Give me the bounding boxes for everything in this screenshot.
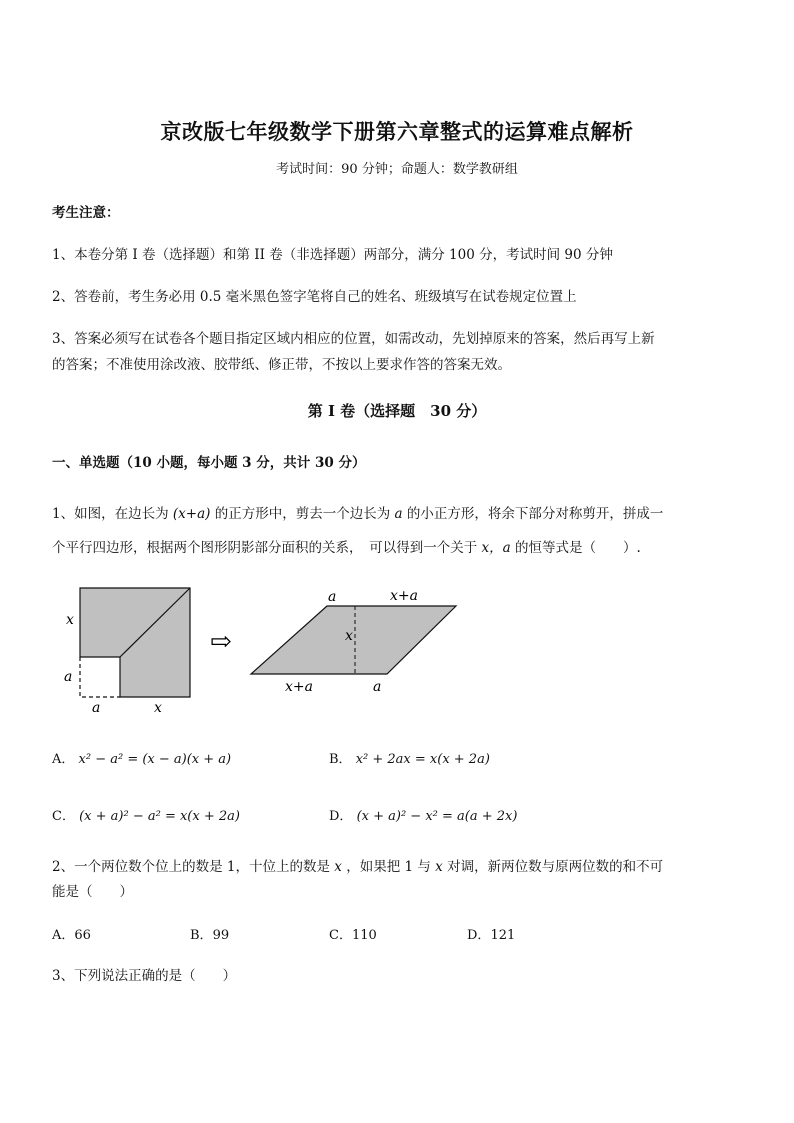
q1-vars: x，a	[481, 540, 511, 556]
label-sq-a-bottom: a	[92, 700, 101, 716]
option-text: x² − a² = (x − a)(x + a)	[78, 752, 232, 767]
label-pg-xa-top: x+a	[390, 588, 418, 604]
q2-line-2: 能是（ ）	[52, 884, 133, 900]
q2-option-d[interactable]	[467, 924, 515, 943]
q1-var-a: a	[394, 506, 403, 522]
option-text: 110	[351, 928, 377, 943]
notice-heading: 考生注意：	[52, 205, 120, 221]
option-label: B．	[190, 928, 213, 943]
label-sq-x: x	[66, 612, 74, 628]
option-text: x² + 2ax = x(x + 2a)	[355, 752, 490, 767]
q2-var-x2: x	[435, 859, 443, 875]
q1-text-b: 的正方形中，剪去一个边长为	[214, 506, 391, 522]
q2-option-a[interactable]	[52, 924, 91, 943]
q1-option-b[interactable]	[329, 748, 490, 767]
removed-corner-outline	[80, 657, 120, 697]
label-pg-x-mid: x	[345, 628, 353, 644]
q1-option-a[interactable]	[52, 748, 231, 767]
transform-arrow-icon: ⇨	[210, 627, 232, 657]
option-label: C．	[52, 809, 75, 824]
q1-text-c: 的小正方形，将余下部分对称剪开，拼成一	[406, 506, 664, 522]
notice-item-2: 2、答卷前，考生务必用 0.5 毫米黑色签字笔将自己的姓名、班级填写在试卷规定位置上	[52, 289, 577, 305]
q2-option-b[interactable]	[190, 924, 229, 943]
option-label: D．	[467, 928, 491, 943]
label-pg-xa-bottom: x+a	[285, 679, 313, 695]
q3-line-1: 3、下列说法正确的是（ ）	[52, 968, 237, 984]
option-text: 66	[74, 928, 91, 943]
q1-line-1	[52, 502, 663, 522]
q1-text-e: 的恒等式是（ ）.	[515, 540, 641, 556]
q2-var-x: x	[334, 859, 342, 875]
label-pg-a-top: a	[328, 589, 337, 605]
notice-item-3: 3、答案必须写在试卷各个题目指定区域内相应的位置，如需改动，先划掉原来的答案，然后再写上新	[52, 331, 655, 347]
q2-option-c[interactable]	[329, 924, 377, 943]
section-title: 第 I 卷（选择题 30 分）	[307, 402, 487, 420]
option-text: 99	[212, 928, 230, 943]
option-label: B．	[329, 752, 352, 767]
label-sq-a-left: a	[64, 669, 73, 685]
part-title: 一、单选题（10 小题，每小题 3 分，共计 30 分）	[52, 455, 366, 471]
label-pg-a-bottom: a	[373, 679, 382, 695]
parallelogram-shape	[251, 606, 456, 674]
q1-text-a: 1、如图，在边长为	[52, 506, 169, 522]
option-label: C．	[329, 928, 352, 943]
q1-line-2	[52, 536, 641, 556]
q1-option-d[interactable]	[329, 805, 517, 824]
q2-text-a: 2、一个两位数个位上的数是 1，十位上的数是	[52, 859, 330, 875]
q1-figure	[52, 575, 492, 720]
q1-option-c[interactable]	[52, 805, 240, 824]
q1-text-d: 个平行四边形，根据两个图形阴影部分面积的关系， 可以得到一个关于	[52, 540, 478, 556]
parallelogram-figure	[251, 588, 456, 695]
label-sq-x-bottom: x	[154, 700, 162, 716]
q1-expr: (x+a)	[172, 506, 211, 522]
square-figure	[64, 588, 190, 716]
option-label: D．	[329, 809, 353, 824]
notice-item-3-cont: 的答案；不准使用涂改液、胶带纸、修正带，不按以上要求作答的答案无效。	[52, 357, 511, 373]
notice-item-1: 1、本卷分第 I 卷（选择题）和第 II 卷（非选择题）两部分，满分 100 分，考试时间 90 分钟	[52, 247, 613, 263]
exam-info: 考试时间：90 分钟；命题人：数学教研组	[276, 162, 518, 177]
option-text: (x + a)² − x² = a(a + 2x)	[356, 809, 518, 824]
option-text: 121	[490, 928, 516, 943]
option-label: A．	[52, 928, 75, 943]
q2-text-b: ，如果把 1 与	[346, 859, 431, 875]
q2-text-c: 对调，新两位数与原两位数的和不可	[447, 859, 664, 875]
q2-line-1	[52, 855, 663, 875]
page-title: 京改版七年级数学下册第六章整式的运算难点解析	[160, 119, 634, 144]
option-text: (x + a)² − a² = x(x + 2a)	[79, 809, 240, 824]
option-label: A．	[52, 752, 75, 767]
